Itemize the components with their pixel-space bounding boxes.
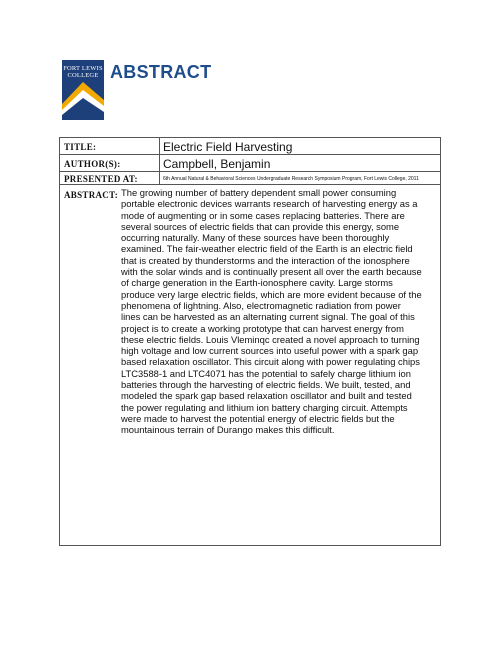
abstract-line: produce very large electric fields, which are more evident because of the (121, 288, 422, 300)
title-label: TITLE: (64, 142, 97, 152)
authors-row (60, 155, 440, 172)
abstract-line: occurring naturally. Many of these sources have been thoroughly (121, 232, 390, 244)
abstract-label: ABSTRACT: (64, 190, 119, 200)
abstract-line: phenomena of lightning. Also, electromagnetic radiation from power (121, 299, 401, 311)
abstract-line: based relaxation oscillator. This circuit along with power regulating chips (121, 356, 420, 368)
abstract-line: The growing number of battery dependent small power consuming (121, 187, 397, 198)
abstract-line: LTC3588-1 and LTC4071 has the potential to safely charge lithium ion (121, 367, 411, 379)
presented-label: PRESENTED AT: (64, 174, 138, 184)
authors-value: Campbell, Benjamin (163, 157, 271, 171)
authors-label: AUTHOR(S): (64, 159, 121, 169)
abstract-line: the power regulating and lithium ion battery charging circuit. Attempts (121, 401, 408, 413)
logo-text-line2: COLLEGE (67, 72, 99, 79)
presented-value: 6th Annual Natural & Behavioral Sciences Undergraduate Research Symposium Program, Fort Lewis College, 2011 (163, 176, 419, 182)
abstract-line: several sources of electric fields that can provide this energy, some (121, 220, 400, 232)
abstract-line: modeled the spark gap based relaxation oscillator and built and tested (121, 390, 412, 402)
abstract-line: project is to create a working prototype that can harvest energy from (121, 322, 404, 334)
abstract-form (59, 137, 441, 546)
abstract-line: with the solar winds and is continually present all over the earth because (121, 266, 422, 278)
abstract-line: portable electronic devices warrants research of harvesting energy as a (121, 198, 418, 210)
abstract-line: mode of augmenting or in some cases replacing batteries. There are (121, 209, 405, 221)
abstract-line: mountainous terrain of Durango makes this difficult. (121, 424, 335, 436)
abstract-line: of charge generation in the Earth-ionosphere cavity. Large storms (121, 277, 393, 289)
row-divider (159, 172, 160, 184)
college-logo (62, 60, 104, 120)
abstract-line: that is created by thunderstorms and the interaction of the ionosphere (121, 254, 410, 266)
presented-row (60, 172, 440, 185)
abstract-line: examined. The fair-weather electric field of the Earth is an electric field (121, 243, 413, 255)
logo-text-line1: FORT LEWIS (63, 65, 103, 72)
abstract-line: were made to harvest the potential energy of electric fields but the (121, 412, 395, 424)
row-divider (159, 138, 160, 154)
abstract-line: high voltage and low current sources into useful power with a spark gap (121, 345, 419, 357)
abstract-line: these electric fields. Louis Vleminqc created a novel approach to turning (121, 333, 420, 345)
title-row (60, 138, 440, 155)
title-value: Electric Field Harvesting (163, 140, 293, 154)
abstract-text (121, 187, 437, 436)
page-title: ABSTRACT (110, 62, 212, 82)
row-divider (159, 155, 160, 171)
abstract-line: batteries through the harvesting of electric fields. We built, tested, and (121, 379, 411, 391)
abstract-line: lines can be harvested as an alternating current signal. The goal of this (121, 311, 415, 323)
